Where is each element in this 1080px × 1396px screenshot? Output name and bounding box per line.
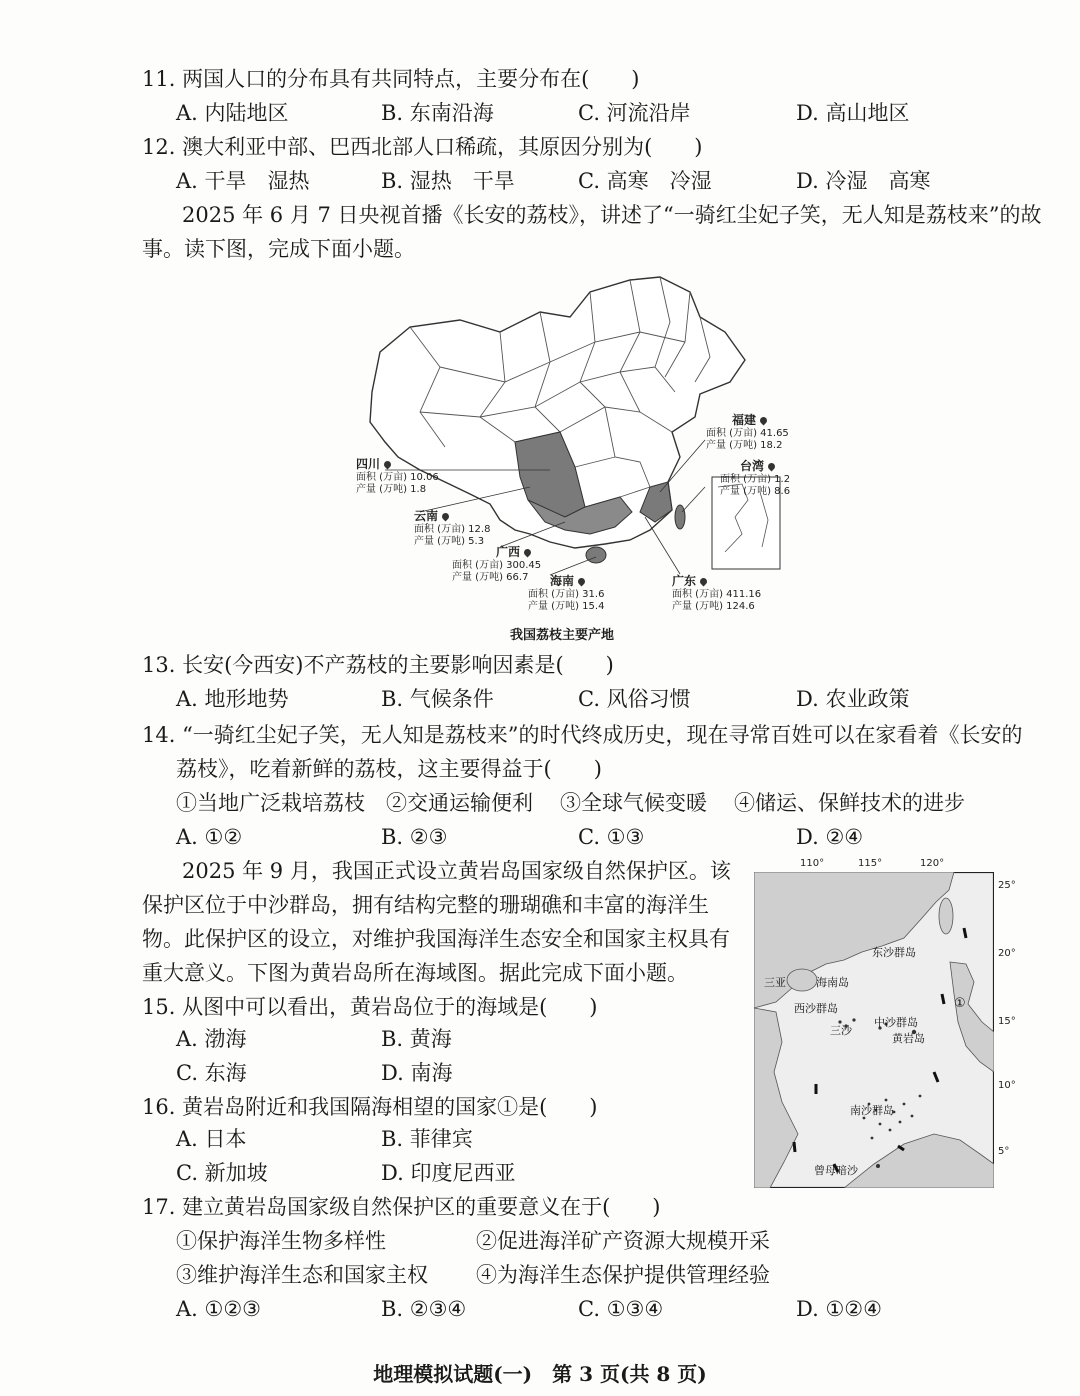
lat-tick-25: 25°	[998, 880, 1016, 891]
hainan-shaded	[586, 547, 606, 563]
callout-guangdong	[672, 575, 761, 613]
callout-taiwan-name: 台湾	[740, 459, 765, 473]
label-dongsha: 东沙群岛	[872, 946, 916, 959]
china-lychee-map	[350, 272, 810, 644]
q15-option-d[interactable]: D. 南海	[381, 1061, 453, 1085]
label-nansha: 南沙群岛	[850, 1104, 894, 1117]
callout-yunnan-area: 面积 (万亩) 12.8	[414, 524, 491, 535]
q12-option-b[interactable]: B. 湿热 干旱	[381, 169, 515, 193]
location-pin-icon	[383, 460, 393, 470]
sea-map-graphic	[754, 872, 994, 1188]
intro-lychee-line1: 2025 年 6 月 7 日央视首播《长安的荔枝》，讲述了“一骑红尘妃子笑，无人知是荔枝来”的故	[182, 203, 1042, 227]
callout-sichuan	[356, 458, 439, 496]
label-huangyan: 黄岩岛	[892, 1032, 925, 1045]
q11-option-b[interactable]: B. 东南沿海	[381, 101, 494, 125]
intro-huangyan-line2: 保护区位于中沙群岛，拥有结构完整的珊瑚礁和丰富的海洋生	[142, 893, 709, 917]
question-11-stem: 11. 两国人口的分布具有共同特点，主要分布在( )	[142, 67, 640, 91]
callout-fujian-name: 福建	[732, 413, 757, 427]
lon-tick-120: 120°	[920, 858, 945, 869]
q17-statement-1: ①保护海洋生物多样性	[176, 1229, 386, 1253]
callout-fujian	[706, 414, 789, 452]
callout-sichuan-output: 产量 (万吨) 1.8	[356, 484, 427, 495]
q13-option-b[interactable]: B. 气候条件	[381, 687, 494, 711]
callout-taiwan	[720, 460, 790, 498]
q15-option-c[interactable]: C. 东海	[176, 1061, 247, 1085]
location-pin-icon	[577, 577, 587, 587]
question-16-stem: 16. 黄岩岛附近和我国隔海相望的国家①是( )	[142, 1095, 598, 1119]
q14-option-a[interactable]: A. ①②	[176, 825, 243, 849]
label-marker-1: ①	[954, 996, 966, 1011]
q15-option-b[interactable]: B. 黄海	[381, 1027, 452, 1051]
label-sanya: 三亚	[764, 976, 786, 989]
q17-statement-3: ③维护海洋生态和国家主权	[176, 1263, 428, 1287]
q16-option-d[interactable]: D. 印度尼西亚	[381, 1161, 516, 1185]
q14-option-d[interactable]: D. ②④	[796, 825, 864, 849]
q17-option-d[interactable]: D. ①②④	[796, 1297, 882, 1321]
q17-statement-2: ②促进海洋矿产资源大规模开采	[476, 1229, 770, 1253]
callout-hainan	[528, 575, 604, 613]
q12-option-c[interactable]: C. 高寒 冷湿	[578, 169, 712, 193]
q16-option-b[interactable]: B. 菲律宾	[381, 1127, 473, 1151]
callout-guangxi-output: 产量 (万吨) 66.7	[452, 572, 529, 583]
q13-option-a[interactable]: A. 地形地势	[176, 687, 289, 711]
lat-tick-10: 10°	[998, 1080, 1016, 1091]
intro-huangyan-line4: 重大意义。下图为黄岩岛所在海域图。据此完成下面小题。	[142, 961, 688, 985]
q17-option-b[interactable]: B. ②③④	[381, 1297, 467, 1321]
callout-taiwan-output: 产量 (万吨) 8.6	[720, 486, 791, 497]
lat-tick-5: 5°	[998, 1146, 1010, 1157]
callout-yunnan-name: 云南	[414, 509, 439, 523]
taiwan-shaded	[675, 505, 685, 529]
q16-option-a[interactable]: A. 日本	[176, 1127, 247, 1151]
q11-option-c[interactable]: C. 河流沿岸	[578, 101, 691, 125]
question-15-stem: 15. 从图中可以看出，黄岩岛位于的海域是( )	[142, 995, 598, 1019]
question-13-stem: 13. 长安(今西安)不产荔枝的主要影响因素是( )	[142, 653, 614, 677]
intro-huangyan-line1: 2025 年 9 月，我国正式设立黄岩岛国家级自然保护区。该	[182, 859, 731, 883]
question-17-stem: 17. 建立黄岩岛国家级自然保护区的重要意义在于( )	[142, 1195, 661, 1219]
q16-option-c[interactable]: C. 新加坡	[176, 1161, 268, 1185]
q11-option-a[interactable]: A. 内陆地区	[176, 101, 289, 125]
callout-fujian-output: 产量 (万吨) 18.2	[706, 440, 783, 451]
lon-tick-115: 115°	[858, 858, 883, 869]
callout-sichuan-area: 面积 (万亩) 10.06	[356, 472, 439, 483]
page-footer: 地理模拟试题(一) 第 3 页(共 8 页)	[373, 1362, 707, 1386]
question-12-stem: 12. 澳大利亚中部、巴西北部人口稀疏，其原因分别为( )	[142, 135, 703, 159]
label-zhongsha: 中沙群岛	[874, 1016, 918, 1029]
callout-guangdong-area: 面积 (万亩) 411.16	[672, 589, 762, 600]
q17-option-a[interactable]: A. ①②③	[176, 1297, 261, 1321]
q13-option-c[interactable]: C. 风俗习惯	[578, 687, 691, 711]
q14-statement-2: ②交通运输便利	[386, 791, 533, 815]
q14-statement-1: ①当地广泛栽培荔枝	[176, 791, 365, 815]
intro-huangyan-line3: 物。此保护区的设立，对维护我国海洋生态安全和国家主权具有	[142, 927, 730, 951]
q14-option-c[interactable]: C. ①③	[578, 825, 645, 849]
location-pin-icon	[523, 548, 533, 558]
label-hainan: 海南岛	[816, 976, 849, 989]
lat-tick-20: 20°	[998, 948, 1016, 959]
callout-sichuan-name: 四川	[356, 457, 381, 471]
q15-option-a[interactable]: A. 渤海	[176, 1027, 247, 1051]
callout-guangdong-output: 产量 (万吨) 124.6	[672, 601, 755, 612]
lat-tick-15: 15°	[998, 1016, 1016, 1027]
location-pin-icon	[441, 512, 451, 522]
callout-hainan-area: 面积 (万亩) 31.6	[528, 589, 605, 600]
intro-lychee-line2: 事。读下图，完成下面小题。	[142, 237, 415, 261]
q13-option-d[interactable]: D. 农业政策	[796, 687, 910, 711]
lon-tick-110: 110°	[800, 858, 825, 869]
callout-guangxi-name: 广西	[496, 545, 521, 559]
map1-title: 我国荔枝主要产地	[510, 628, 615, 643]
q12-option-d[interactable]: D. 冷湿 高寒	[796, 169, 931, 193]
callout-hainan-name: 海南	[550, 574, 575, 588]
q14-option-b[interactable]: B. ②③	[381, 825, 448, 849]
callout-fujian-area: 面积 (万亩) 41.65	[706, 428, 789, 439]
q17-statement-4: ④为海洋生态保护提供管理经验	[476, 1263, 770, 1287]
label-sansha: 三沙	[830, 1024, 852, 1037]
q17-option-c[interactable]: C. ①③④	[578, 1297, 664, 1321]
q11-option-d[interactable]: D. 高山地区	[796, 101, 910, 125]
callout-yunnan	[414, 510, 490, 548]
callout-guangxi-area: 面积 (万亩) 300.45	[452, 560, 542, 571]
callout-hainan-output: 产量 (万吨) 15.4	[528, 601, 605, 612]
callout-taiwan-area: 面积 (万亩) 1.2	[720, 474, 791, 485]
q14-statement-4: ④储运、保鲜技术的进步	[734, 791, 965, 815]
label-zengmu: 曾母暗沙	[814, 1164, 858, 1177]
q14-statement-3: ③全球气候变暖	[560, 791, 707, 815]
q12-option-a[interactable]: A. 干旱 湿热	[176, 169, 310, 193]
question-14-stem-line1: 14. “一骑红尘妃子笑，无人知是荔枝来”的时代终成历史，现在寻常百姓可以在家看着《长安的	[142, 723, 1023, 747]
question-14-stem-line2: 荔枝》，吃着新鲜的荔枝，这主要得益于( )	[176, 757, 602, 781]
location-pin-icon	[699, 577, 709, 587]
south-china-sea-map	[754, 858, 1024, 1188]
label-xisha: 西沙群岛	[794, 1002, 838, 1015]
callout-guangdong-name: 广东	[672, 574, 697, 588]
location-pin-icon	[759, 416, 769, 426]
callout-yunnan-output: 产量 (万吨) 5.3	[414, 536, 485, 547]
location-pin-icon	[767, 462, 777, 472]
